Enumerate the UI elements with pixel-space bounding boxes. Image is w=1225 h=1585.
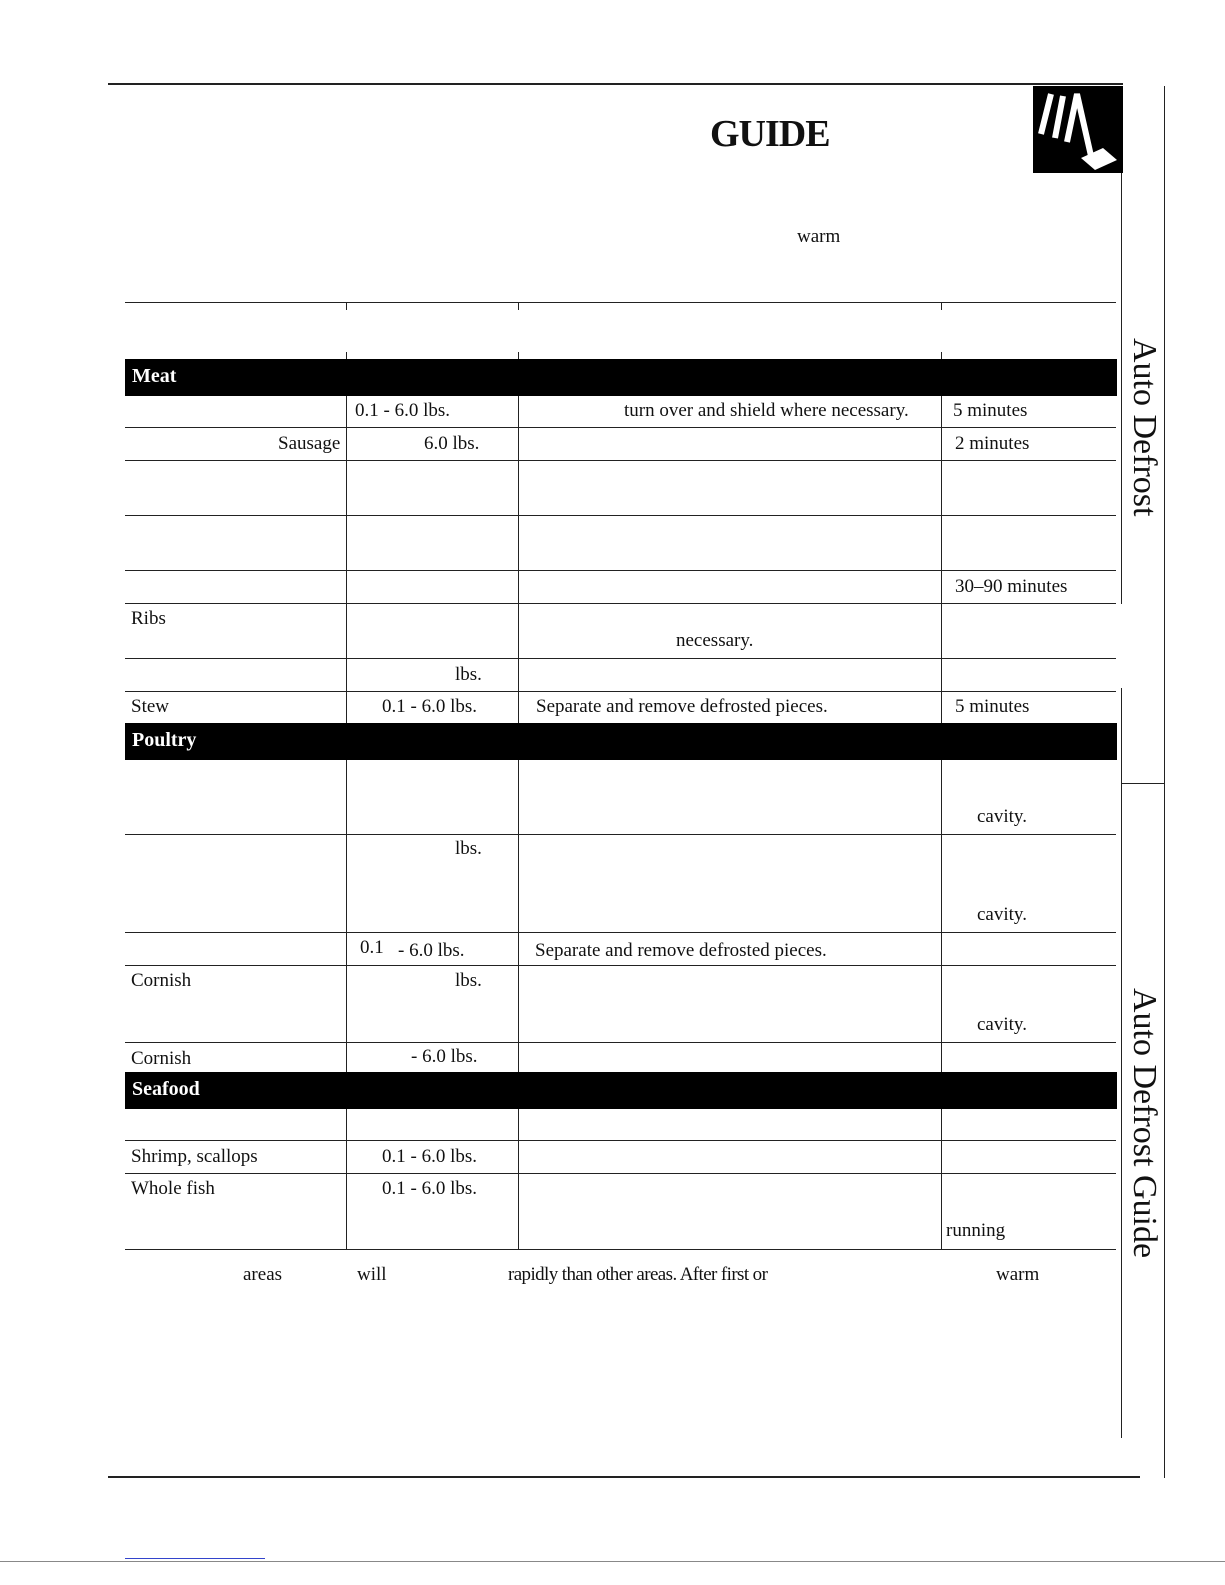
col-rule [941,1109,942,1249]
weight-cell: - 6.0 lbs. [411,1046,478,1067]
sidebar-label-top: Auto Defrost [1126,338,1163,517]
row-rule [125,1042,1116,1043]
time-cell: cavity. [977,806,1027,827]
footnote-word: will [357,1264,387,1285]
time-cell: 5 minutes [953,400,1028,421]
food-cell: Ribs [131,608,166,629]
section-poultry: Poultry [125,723,1117,760]
food-cell: Stew [131,696,169,717]
weight-cell: 0.1 - 6.0 lbs. [355,400,450,421]
footer-link-line [125,1558,265,1559]
row-rule [125,834,1116,835]
row-rule [125,427,1116,428]
food-cell: Whole fish [131,1178,215,1199]
row-rule [125,1140,1116,1141]
footnote-word: warm [996,1264,1040,1285]
row-rule [125,1249,1116,1250]
section-meat: Meat [125,359,1117,396]
weight-cell: 0.1 - 6.0 lbs. [382,696,477,717]
row-rule [125,603,1116,604]
header-tick [518,302,519,310]
weight-cell: 0.1 - 6.0 lbs. [382,1146,477,1167]
header-tick [941,302,942,310]
col-rule [518,760,519,1072]
row-rule [125,460,1116,461]
instructions-cell: Separate and remove defrosted pieces. [536,696,828,717]
col-rule [346,396,347,723]
footnote-text: rapidly than other areas. After first or [508,1264,768,1285]
footnote-word: areas [243,1264,283,1285]
row-rule [125,965,1116,966]
row-rule [125,691,1116,692]
bottom-rule [108,1476,1140,1478]
weight-cell: 6.0 lbs. [424,433,480,454]
row-rule [125,658,1116,659]
food-cell: Cornish [131,1048,192,1069]
row-rule [125,1173,1116,1174]
weight-cell: lbs. [455,838,482,859]
food-cell: Cornish [131,970,192,991]
col-rule [941,760,942,1072]
intro-fragment: warm [797,226,841,247]
instructions-cell: turn over and shield where necessary. [624,400,909,421]
food-cell: Sausage [278,433,341,454]
row-rule [125,515,1116,516]
instructions-cell: Separate and remove defrosted pieces. [535,940,827,961]
time-cell: 5 minutes [955,696,1030,717]
col-rule [346,760,347,1072]
sidebar-label-bottom: Auto Defrost Guide [1126,988,1163,1259]
hand-pressing-button-icon [1033,86,1123,173]
weight-cell: 0.1 - 6.0 lbs. [382,1178,477,1199]
top-rule [108,83,1123,85]
col-rule [941,396,942,723]
time-cell: 2 minutes [955,433,1030,454]
header-tick [346,302,347,310]
right-border [1164,86,1165,1478]
row-rule [125,570,1116,571]
weight-cell: lbs. [455,970,482,991]
table-top-rule [125,302,1116,303]
col-rule [346,1109,347,1249]
weight-cell: 0.1 [360,937,384,958]
col-rule [518,396,519,723]
food-cell: Shrimp, scallops [131,1146,258,1167]
page-title: GUIDE [710,113,830,155]
sidebar-rule-lower [1121,688,1122,1438]
time-cell: running [946,1220,1006,1241]
weight-cell: - 6.0 lbs. [398,940,465,961]
time-cell: cavity. [977,1014,1027,1035]
time-cell: cavity. [977,904,1027,925]
footer-line [0,1561,1225,1562]
instructions-cell: necessary. [676,630,754,651]
col-rule [518,1109,519,1249]
sidebar-divider [1121,783,1165,784]
weight-cell: lbs. [455,664,482,685]
time-cell: 30–90 minutes [955,576,1068,597]
section-seafood: Seafood [125,1072,1117,1109]
row-rule [125,932,1116,933]
